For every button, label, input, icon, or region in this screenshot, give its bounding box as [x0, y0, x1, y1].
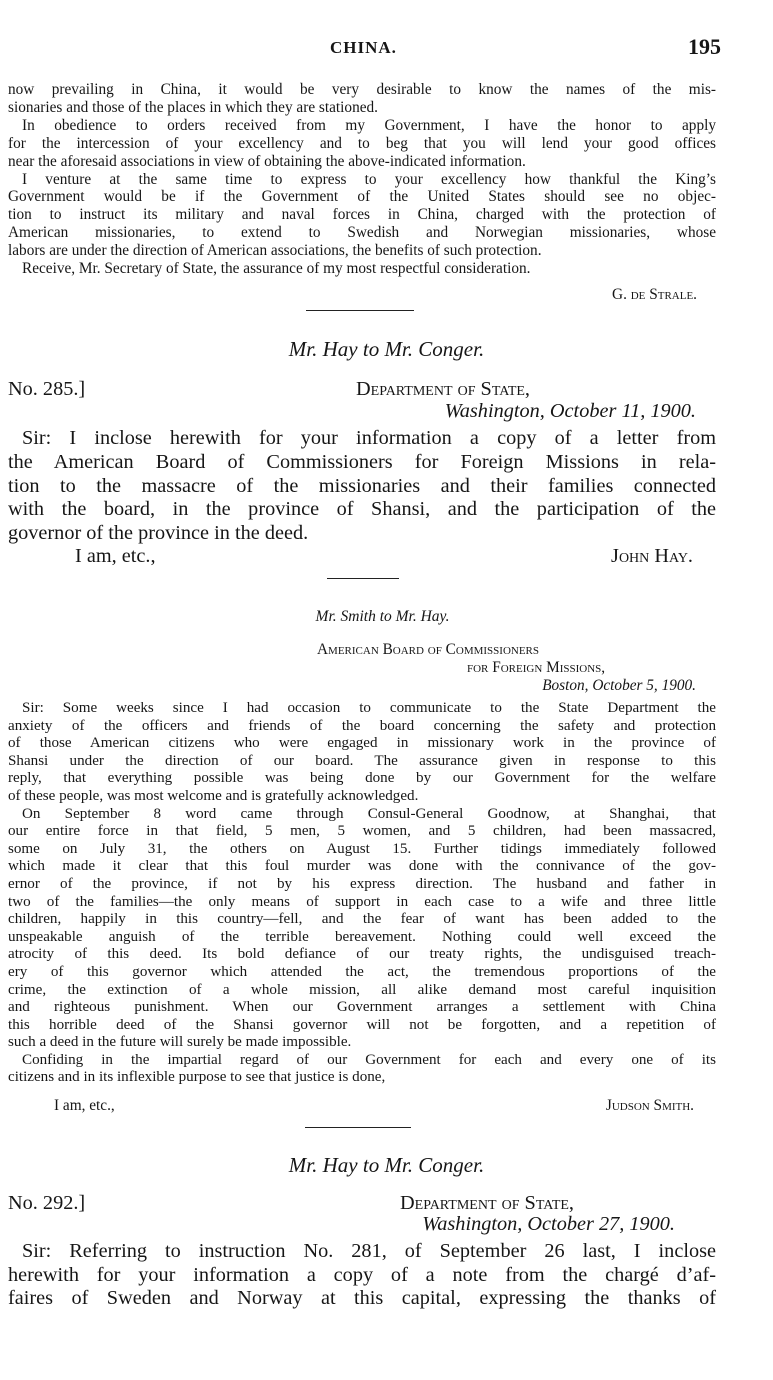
- smith-letter-body: [8, 700, 716, 1087]
- text-line: this horrible deed of the Shansi governor will not be forgotten, and a repetition of: [8, 1016, 716, 1033]
- place-date: Boston, October 5, 1900.: [542, 677, 696, 694]
- text-line: reply, that everything possible was being done by our Government for the welfare: [8, 770, 716, 787]
- text-line: Shansi under the direction of our board. The assurance given in response to this: [8, 752, 716, 769]
- letter-paragraph: [8, 1052, 716, 1087]
- text-line: unspeakable anguish of the terrible bereavement. Nothing could well exceed the: [8, 928, 716, 945]
- text-line: American missionaries, to extend to Swedish and Norwegian missionaries, whose: [8, 224, 716, 242]
- text-line: crime, the extinction of a whole mission, all alike demand most careful inquisition: [8, 981, 716, 998]
- running-head-title: CHINA.: [330, 38, 397, 57]
- text-line: Government would be if the Government of the United States should see no objec-: [8, 188, 716, 206]
- section-heading: Mr. Smith to Mr. Hay.: [315, 608, 450, 625]
- place-date: Washington, October 27, 1900.: [422, 1213, 675, 1235]
- document-body: [8, 427, 716, 546]
- text-line: herewith for your information a copy of a note from the chargé d’af-: [8, 1263, 716, 1286]
- text-line: our entire force in that field, 5 men, 5 women, and 5 children, had been massacred,: [8, 823, 716, 840]
- letter-paragraph: [8, 806, 716, 1052]
- org-line: for Foreign Missions,: [467, 659, 606, 676]
- department-header: Department of State,: [400, 1192, 575, 1214]
- signature: John Hay.: [611, 545, 693, 567]
- running-head: [0, 34, 773, 62]
- text-line: sionaries and those of the places in which they are stationed.: [8, 98, 378, 116]
- text-line: for the intercession of your excellency and to beg that you will lend your good offices: [8, 134, 716, 152]
- section-divider: [305, 1127, 411, 1128]
- letter1-paragraph: [8, 117, 716, 171]
- section-heading: Mr. Hay to Mr. Conger.: [288, 337, 485, 361]
- text-line: of those American citizens who were engaged in missionary work in the province of: [8, 735, 716, 752]
- org-line: American Board of Commissioners: [317, 641, 540, 658]
- letter1-signature: G. de Strale.: [612, 286, 697, 303]
- text-line: tion to instruct its military and naval forces in China, charged with the protection of: [8, 206, 716, 224]
- section-heading: Mr. Hay to Mr. Conger.: [288, 1153, 485, 1177]
- text-line: now prevailing in China, it would be very desirable to know the names of the mis-: [8, 81, 716, 98]
- letter1-paragraph: [8, 171, 716, 261]
- text-line: and righteous punishment. When our Government arranges a settlement with China: [8, 999, 716, 1016]
- closing: I am, etc.,: [75, 545, 156, 567]
- signature: Judson Smith.: [605, 1097, 694, 1114]
- text-line: children, happily in this country—fell, and the fear of want has been added to the: [8, 911, 716, 928]
- text-line: governor of the province in the deed.: [8, 522, 309, 545]
- text-line: Receive, Mr. Secretary of State, the assurance of my most respectful consideration.: [22, 260, 531, 278]
- text-line: which made it clear that this foul murder was done with the connivance of the gov-: [8, 858, 716, 875]
- department-header: Department of State,: [356, 378, 531, 400]
- letter1-body: [8, 81, 716, 278]
- text-line: some on July 31, the others on August 15. Further tidings immediately followed: [8, 840, 716, 857]
- text-line: with the board, in the province of Shansi, and the participation of the: [8, 498, 716, 521]
- text-line: tion to the massacre of the missionaries and their families connected: [8, 474, 716, 497]
- letter-paragraph: [8, 700, 716, 806]
- text-line: On September 8 word came through Consul-General Goodnow, at Shanghai, that: [22, 805, 716, 822]
- text-line: of these people, was most welcome and is gratefully acknowledged.: [8, 787, 419, 804]
- text-line: citizens and in its inflexible purpose to see that justice is done,: [8, 1069, 386, 1086]
- section-divider: [306, 310, 414, 311]
- text-line: I venture at the same time to express to your excellency how thankful the King’s: [22, 170, 716, 188]
- page-number: 195: [688, 34, 721, 59]
- text-line: labors are under the direction of American associations, the benefits of such protection.: [8, 242, 542, 260]
- text-line: two of the families—the only means of support in each case to a wife and three little: [8, 893, 716, 910]
- text-line: Sir: Some weeks since I had occasion to communicate to the State Department the: [22, 700, 716, 716]
- letter1-paragraph: [8, 260, 716, 278]
- letter1-paragraph: [8, 81, 716, 117]
- document-body: [8, 1240, 716, 1311]
- place-date: Washington, October 11, 1900.: [444, 400, 696, 422]
- text-line: atrocity of this deed. Its bold defiance of our treaty rights, the undisguised treach-: [8, 946, 716, 963]
- text-line: In obedience to orders received from my Government, I have the honor to apply: [22, 116, 716, 134]
- document-number: No. 292.]: [8, 1192, 86, 1214]
- text-line: ery of this governor which attended the act, the tremendous proportions of the: [8, 963, 716, 980]
- section-divider: [327, 578, 399, 579]
- text-line: such a deed in the future will surely be made impossible.: [8, 1034, 352, 1051]
- text-line: near the aforesaid associations in view of obtaining the above-indicated information.: [8, 152, 526, 170]
- text-line: the American Board of Commissioners for Foreign Missions in rela-: [8, 450, 716, 473]
- text-line: Confiding in the impartial regard of our Government for each and every one of its: [22, 1051, 716, 1068]
- text-line: Sir: I inclose herewith for your information a copy of a letter from: [22, 427, 716, 449]
- text-line: anxiety of the officers and friends of the board concerning the safety and protection: [8, 717, 716, 734]
- text-line: ernor of the province, if not by his express direction. The husband and father in: [8, 875, 716, 892]
- closing: I am, etc.,: [54, 1097, 115, 1114]
- text-line: Sir: Referring to instruction No. 281, of September 26 last, I inclose: [22, 1240, 716, 1262]
- text-line: faires of Sweden and Norway at this capital, expressing the thanks of: [8, 1287, 716, 1310]
- document-number: No. 285.]: [8, 378, 86, 400]
